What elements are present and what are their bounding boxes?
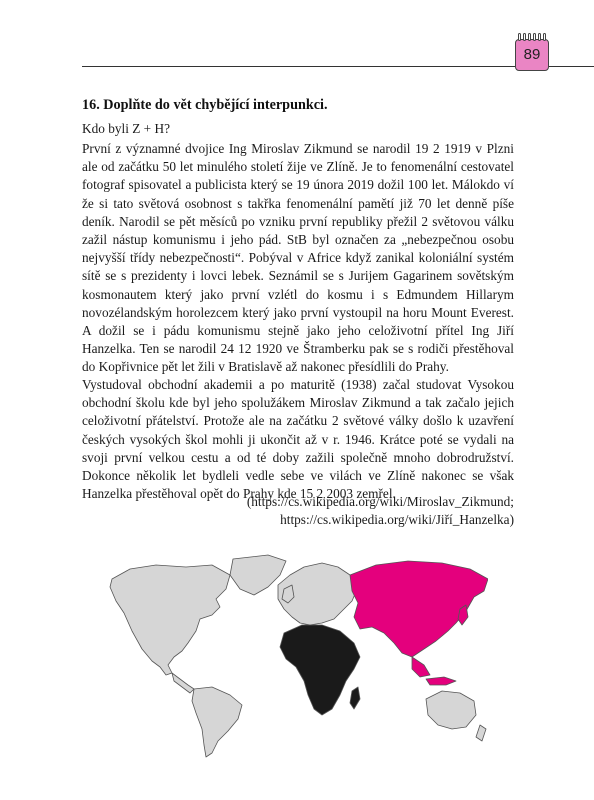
source-link-hanzelka: https://cs.wikipedia.org/wiki/Jiří_Hanzelka) [280,512,514,527]
africa-shape [280,625,360,715]
madagascar-shape [350,687,360,709]
page-number: 89 [523,46,541,63]
world-map [108,553,488,758]
central-america-shape [172,673,194,693]
australia-shape [426,691,476,729]
source-citation [247,493,514,529]
paragraph-zikmund: První z významné dvojice Ing Miroslav Zikmund se narodil 19 2 1919 v Plzni ale od začátku 50 let minulého století žije ve Zlíně. Je to fenomenální cestovatel fotograf spisovatel a publicista který se 19 února 2019 dožil 100 let. Málokdo ví že si tato světová osobnost s takřka fenomenální pamětí již 70 let denně píše deník. Narodil se pět měsíců po vzniku první republiky přežil 2 světovou válku zažil nástup komunismu i jeho pád. StB byl označen za „nebezpečnou osobu nejvyšší třídy nebezpečnosti“. Pobýval v Africe když zanikal koloniální systém sítě se s prezidenty i lovci lebek. Seznámil se s Jurijem Gagarinem sovětským kosmonautem který jako první vzlétl do kosmu i s Edmundem Hillarym novozélandským horolezcem který jako první vystoupil na horu Mount Everest. A dožil se i pádu komunismu stejně jako jeho celoživotní přítel Ing Jiří Hanzelka. Ten se narodil 24 12 1920 ve Štramberku pak se s rodiči přestěhoval do Kopřivnice pět let žili v Bratislavě až nakonec přesídlili do Prahy. [82,141,514,375]
new-zealand-shape [476,725,486,741]
south-america-shape [192,687,242,757]
exercise-heading: 16. Doplňte do vět chybějící interpunkci. [82,97,328,113]
southeast-asia-shape [412,657,430,677]
paragraph-hanzelka: Vystudoval obchodní akademii a po maturitě (1938) začal studovat Vysokou obchodní školu kde byl jeho spolužákem Miroslav Zikmund a tak začalo jejich celoživotní přátelství. Protože ale na začátku 2 světové války došlo k uzavření českých vysokých škol mohli ji ukončit až v r. 1946. Krátce poté se vydali na svoji první velkou cestu a od té doby zažili společně mnoho dobrodružství. Dokonce několik let bydleli vedle sebe ve vilách ve Zlíně nakonec se však Hanzelka přestěhoval opět do Prahy kde 15 2 2003 zemřel. [82,377,514,502]
indonesia-shape [426,677,456,685]
spiral-rings-icon [518,33,546,41]
north-america-shape [110,565,230,675]
exercise-question: Kdo byli Z + H? [82,121,171,136]
source-link-zikmund: (https://cs.wikipedia.org/wiki/Miroslav_Zikmund; [246,494,514,509]
page-number-tab [515,39,549,71]
asia-shape [350,561,488,657]
